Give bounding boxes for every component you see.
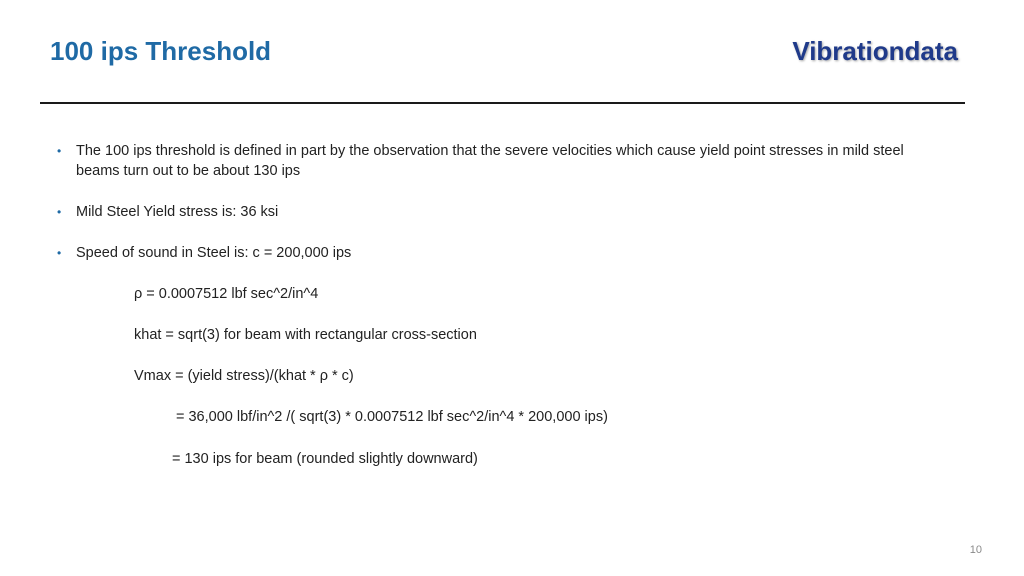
bullet-item-threshold (56, 141, 916, 181)
equation-rho: ρ = 0.0007512 lbf sec^2/in^4 (134, 286, 319, 302)
bullet-marker: • (57, 246, 62, 260)
bullet-item-speed-of-sound (56, 243, 916, 263)
bullet-text: Speed of sound in Steel is: c = 200,000 ips (76, 245, 352, 261)
equation-vmax: Vmax = (yield stress)/(khat * ρ * c) (134, 368, 354, 384)
bullet-marker: • (57, 205, 62, 219)
bullet-text: Mild Steel Yield stress is: 36 ksi (76, 204, 279, 220)
bullet-text: The 100 ips threshold is defined in part by the observation that the severe velocities which cause yield point stresses in mild steel beams turn out to be about 130 ips (76, 143, 904, 179)
page-number: 10 (969, 544, 982, 556)
equation-substitution: = 36,000 lbf/in^2 /( sqrt(3) * 0.0007512 lbf sec^2/in^4 * 200,000 ips) (176, 409, 608, 425)
equation-result: = 130 ips for beam (rounded slightly downward) (172, 451, 478, 467)
bullet-marker: • (57, 144, 62, 158)
equation-khat: khat = sqrt(3) for beam with rectangular cross-section (134, 327, 477, 343)
slide-title: 100 ips Threshold (50, 36, 272, 66)
bullet-list (56, 141, 916, 284)
header-divider (40, 102, 965, 104)
brand-logo-text: Vibrationdata (792, 36, 958, 66)
bullet-item-yield-stress (56, 202, 916, 222)
